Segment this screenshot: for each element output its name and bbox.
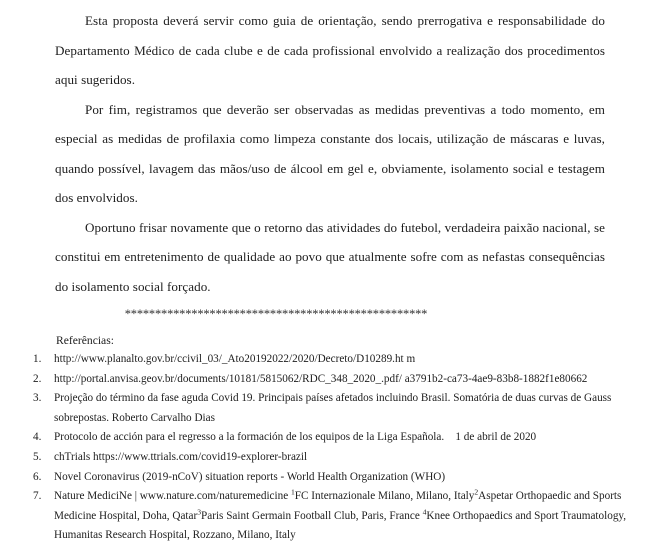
references-heading: Referências:: [56, 334, 114, 347]
reference-text: Novel Coronavirus (2019-nCoV) situation reports - World Health Organization (WHO): [54, 470, 446, 483]
reference-text: Nature MediciNe | www.nature.com/naturemedicine $^1$FC Internazionale Milano, Milano, Italy$^2$Aspetar Orthopaedic and Sports Medicine Hospital, Doha, Qatar$^3$Paris Saint Germain Football Club, Paris, France $^4$Knee Orthopaedics and Sport Traumatology, Humanitas Research Hospital, Rozzano, Milano, Italy: [54, 487, 629, 542]
reference-item-6: [0, 468, 660, 488]
reference-number: 6.: [33, 470, 42, 483]
reference-text: http://portal.anvisa.geov.br/documents/10181/5815062/RDC_348_2020_.pdf/ a3791b2-ca73-4ae9-83b8-1882f1e80662: [54, 372, 588, 385]
reference-item-1: [0, 350, 660, 370]
reference-number: 5.: [33, 450, 42, 463]
reference-text: Projeção do término da fase aguda Covid 19. Principais países afetados incluindo Brasil. Somatória de duas curvas de Gauss sobrepostas. Roberto Carvalho Dias: [54, 392, 615, 424]
asterisk-separator: **************************************************: [124, 307, 428, 321]
reference-item-4: [0, 428, 660, 448]
reference-text: chTrials https://www.ttrials.com/covid19-explorer-brazil: [54, 450, 308, 463]
reference-number: 4.: [33, 431, 42, 444]
reference-text: http://www.planalto.gov.br/ccivil_03/_Ato20192022/2020/Decreto/D10289.ht m: [54, 353, 416, 365]
paragraph-3: Oportuno frisar novamente que o retorno das atividades do futebol, verdadeira paixão nacional, se constitui em entretenimento de qualidade ao povo que atualmente sofre com as nefastas consequências do isolamento social forçado.: [55, 219, 605, 294]
references-list: [0, 350, 660, 546]
paragraph-2: Por fim, registramos que deverão ser observadas as medidas preventivas a todo momento, em especial as medidas de profilaxia como limpeza constante dos locais, utilização de máscaras e luvas, quando possível, lavagem das mãos/uso de álcool em gel e, obviamente, isolamento social e testagem dos envolvidos.: [55, 101, 605, 205]
reference-item-5: [0, 448, 660, 468]
reference-item-3: [0, 389, 660, 428]
reference-number: 3.: [33, 392, 42, 405]
reference-item-2: [0, 370, 660, 390]
reference-text: Protocolo de acción para el regresso a la formación de los equipos de la Liga Española. 1 de abril de 2020: [54, 431, 537, 444]
paragraph-1: Esta proposta deverá servir como guia de orientação, sendo prerrogativa e responsabilidade do Departamento Médico de cada clube e de cada profissional envolvido a realização dos procedimentos aqui sugeridos.: [55, 13, 605, 87]
reference-number: 2.: [33, 372, 42, 385]
reference-item-7: [0, 487, 660, 546]
reference-number: 1.: [33, 353, 42, 365]
reference-number: 7.: [33, 490, 42, 503]
